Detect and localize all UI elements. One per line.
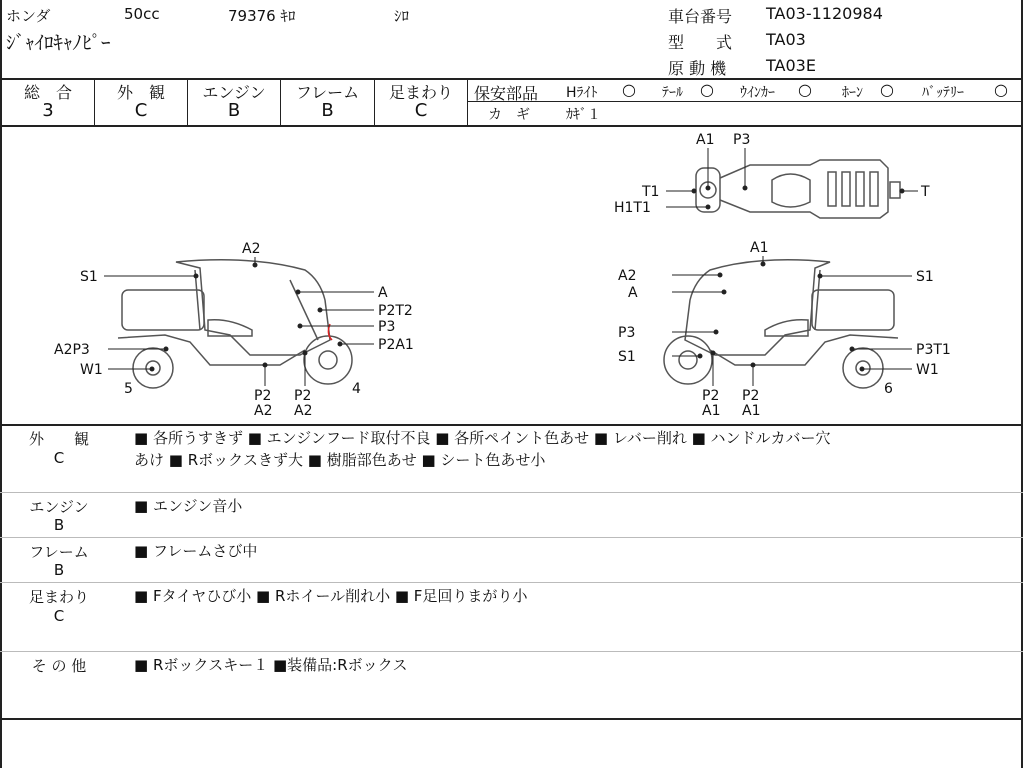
- diag-label-right: P3T1: [916, 342, 951, 358]
- remark-text-exterior: ■ 各所うすきず ■ エンジンフード取付不良 ■ 各所ペイント色あせ ■ レバー削れ ■ ハンドルカバー穴: [134, 429, 831, 447]
- safety-mark: ○: [622, 80, 636, 99]
- diag-label-left: P2A1: [378, 337, 414, 353]
- remark-text-suspension: ■ Fタイヤひび小 ■ Rホイール削れ小 ■ F足回りまがり小: [134, 587, 528, 605]
- diag-label-right: W1: [916, 362, 939, 378]
- diag-label-left: 5: [124, 381, 133, 397]
- remark-grade-suspension: C: [53, 607, 65, 625]
- grade-header-frame: フレーム: [295, 83, 360, 102]
- type-label: 型 式: [668, 33, 733, 52]
- diag-label-right: P2: [702, 388, 720, 404]
- remark-grade-exterior: C: [53, 449, 65, 467]
- safety-label: 保安部品: [474, 84, 539, 103]
- remark-label-exterior: 外 観: [28, 430, 89, 448]
- key-value: ｶｷﾞ１: [566, 107, 601, 123]
- safety-item-battery: ﾊﾞｯﾃﾘｰ: [922, 85, 964, 101]
- grade-header-exterior: 外 観: [116, 83, 165, 102]
- grade-engine: B: [227, 100, 241, 121]
- diag-label-left: A: [378, 285, 388, 301]
- diag-label-left: A2: [254, 403, 273, 419]
- diag-label-left: P2: [294, 388, 312, 404]
- diag-label-left: A2: [242, 241, 261, 257]
- divider-bottom: [0, 718, 1023, 720]
- divider-remark: [0, 582, 1023, 583]
- diag-label-left: W1: [80, 362, 103, 378]
- remark-text-frame: ■ フレームさび中: [134, 542, 258, 560]
- remark-label-other: そ の 他: [31, 657, 87, 675]
- diag-label-right: A1: [742, 403, 761, 419]
- divider-diagram: [0, 424, 1023, 426]
- engine-label: 原 動 機: [668, 59, 727, 78]
- diag-label-top: A1: [696, 132, 715, 148]
- remark-grade-frame: B: [53, 561, 65, 579]
- grade-frame: B: [321, 100, 334, 121]
- diag-label-right: A1: [702, 403, 721, 419]
- remark-label-frame: フレーム: [29, 543, 89, 561]
- remark-grade-engine: B: [53, 516, 65, 534]
- grade-suspension: C: [414, 100, 428, 121]
- diag-label-right: A: [628, 285, 638, 301]
- color: ｼﾛ: [394, 7, 410, 25]
- diag-label-left: P2: [254, 388, 272, 404]
- grade-overall: 3: [42, 100, 54, 121]
- chassis-label: 車台番号: [668, 7, 733, 26]
- diag-label-top: H1T1: [614, 200, 651, 216]
- diag-label-top: P3: [733, 132, 751, 148]
- type-value: TA03: [766, 30, 806, 49]
- remark-label-suspension: 足まわり: [28, 588, 89, 606]
- divider-remark: [0, 537, 1023, 538]
- model-name: ｼﾞｬｲﾛｷｬﾉﾋﾟｰ: [6, 32, 111, 54]
- grade-exterior: C: [134, 100, 148, 121]
- diag-label-right: P3: [618, 325, 636, 341]
- safety-mark: ○: [994, 80, 1008, 99]
- safety-item-horn: ﾎｰﾝ: [842, 85, 863, 101]
- diag-label-right: P2: [742, 388, 760, 404]
- safety-mark: ○: [700, 80, 714, 99]
- remark-text-other: ■ Rボックスキー１ ■装備品:Rボックス: [134, 656, 408, 674]
- chassis-value: TA03-1120984: [766, 4, 883, 23]
- safety-mark: ○: [880, 80, 894, 99]
- safety-item-winker: ｳｲﾝｶｰ: [740, 85, 775, 101]
- safety-item-headlight: Hﾗｲﾄ: [566, 85, 598, 101]
- remark-text-engine: ■ エンジン音小: [134, 497, 243, 515]
- diag-label-right: A2: [618, 268, 637, 284]
- divider-remark: [0, 651, 1023, 652]
- diag-label-right: 6: [884, 381, 893, 397]
- diag-label-left: 4: [352, 381, 361, 397]
- diag-label-left: S1: [80, 269, 98, 285]
- diag-label-left: A2P3: [54, 342, 90, 358]
- divider-remark: [0, 492, 1023, 493]
- damage-diagram: [0, 127, 1022, 424]
- safety-mark: ○: [798, 80, 812, 99]
- diag-label-left: P3: [378, 319, 396, 335]
- diag-label-left: A2: [294, 403, 313, 419]
- diag-label-top: T: [921, 184, 930, 200]
- engine-value: TA03E: [766, 56, 816, 75]
- maker: ホンダ: [6, 7, 51, 25]
- scooter-top-view: [696, 160, 900, 218]
- grade-header-overall: 総 合: [23, 83, 72, 102]
- diag-label-right: S1: [916, 269, 934, 285]
- diag-label-right: S1: [618, 349, 636, 365]
- diag-label-right: A1: [750, 240, 769, 256]
- safety-item-tail: ﾃｰﾙ: [662, 85, 683, 101]
- remark-label-engine: エンジン: [29, 498, 89, 516]
- displacement: 50cc: [124, 5, 160, 23]
- vline: [467, 79, 468, 126]
- diag-label-top: T1: [642, 184, 660, 200]
- grade-header-suspension: 足まわり: [388, 83, 453, 102]
- remark-text-exterior-2: あけ ■ Rボックスきず大 ■ 樹脂部色あせ ■ シート色あせ小: [134, 451, 546, 469]
- key-label: カ ギ: [488, 107, 530, 123]
- diag-label-left: P2T2: [378, 303, 413, 319]
- mileage: 79376 ｷﾛ: [228, 7, 296, 25]
- grade-header-engine: エンジン: [202, 83, 266, 102]
